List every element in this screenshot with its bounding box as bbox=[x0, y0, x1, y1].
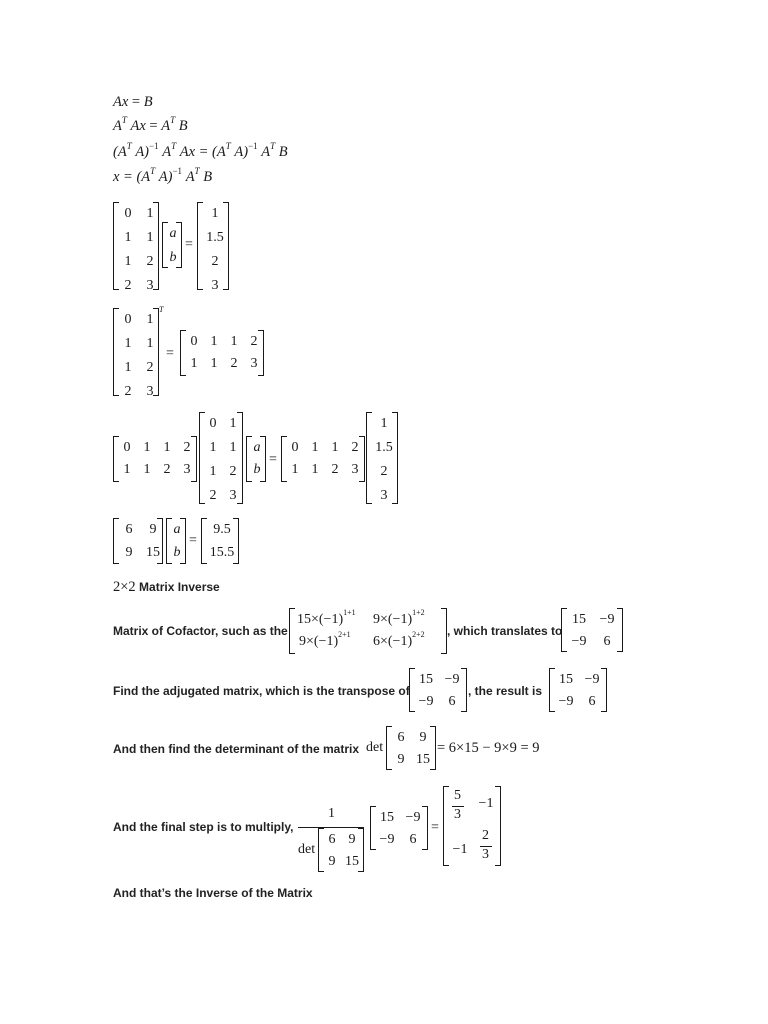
vector-ab bbox=[246, 436, 266, 482]
vector-ATB bbox=[201, 518, 239, 564]
matrix-cell: 9 bbox=[348, 832, 356, 847]
matrix-cell: −9 bbox=[584, 672, 600, 687]
matrix-cell: 3 bbox=[250, 356, 258, 371]
matrix-cell: −9 bbox=[558, 694, 574, 709]
adjugate-matrix bbox=[370, 806, 428, 850]
eq-term: A bbox=[161, 118, 171, 134]
inverse-fraction bbox=[296, 802, 366, 872]
matrix-cell: 2 bbox=[124, 278, 132, 293]
matrix-cell: 1 bbox=[163, 440, 171, 455]
matrix-cell: 3 bbox=[146, 384, 154, 399]
matrix-cell: 9 bbox=[328, 854, 336, 869]
matrix-cell: 15 bbox=[146, 545, 160, 560]
eq-sup: −1 bbox=[172, 166, 183, 176]
matrix-cell: a bbox=[253, 440, 261, 455]
eq-term: B bbox=[178, 118, 188, 134]
matrix-cell: 2 bbox=[230, 356, 238, 371]
matrix-cell: 2 bbox=[183, 440, 191, 455]
cofactor-exp: 1+1 bbox=[343, 608, 356, 617]
eq-sup: T bbox=[270, 141, 276, 151]
matrix-cell: 1 bbox=[211, 206, 219, 221]
matrix-cell: 3 bbox=[351, 462, 359, 477]
vector-ab bbox=[162, 222, 182, 268]
eq-sup: T bbox=[121, 115, 127, 125]
matrix-cell: −9 bbox=[405, 810, 421, 825]
cofactor-exp: 2+2 bbox=[412, 630, 425, 639]
transpose-sup: T bbox=[159, 305, 164, 314]
cofactor-cell bbox=[373, 608, 425, 628]
eq-op: = bbox=[145, 118, 162, 134]
eq-term: A bbox=[113, 118, 122, 134]
matrix-cell: −9 bbox=[418, 694, 434, 709]
matrix-cell: 1 bbox=[209, 440, 217, 455]
matrix-cell: 2 bbox=[351, 440, 359, 455]
matrix-cell: 3 bbox=[211, 278, 219, 293]
translates-text: , which translates to bbox=[447, 624, 563, 638]
equation-line-2 bbox=[113, 117, 188, 135]
eq-sup: −1 bbox=[149, 141, 159, 151]
matrix-cell: 9 bbox=[397, 752, 405, 767]
matrix-cell: 1.5 bbox=[375, 440, 393, 455]
matrix-cell: 2 bbox=[146, 254, 154, 269]
matrix-cell: 6 bbox=[603, 634, 611, 649]
eq-term: B bbox=[203, 169, 213, 185]
matrix-cell: 6 bbox=[397, 730, 405, 745]
matrix-cell: 15 bbox=[345, 854, 359, 869]
eq-term: (A bbox=[113, 144, 127, 160]
matrix-AT bbox=[113, 436, 197, 482]
adjugate-text: Find the adjugated matrix, which is the transpose of bbox=[113, 684, 410, 698]
matrix-cell: 0 bbox=[124, 312, 132, 327]
matrix-cell: b bbox=[173, 545, 181, 560]
matrix-cell: 2 bbox=[209, 488, 217, 503]
matrix-cell: 15 bbox=[419, 672, 433, 687]
vector-ab bbox=[166, 518, 186, 564]
fraction-numerator: 2 bbox=[482, 828, 489, 843]
eq-sup: T bbox=[170, 115, 176, 125]
matrix-cell: 1 bbox=[311, 440, 319, 455]
equation-line-4 bbox=[113, 168, 212, 186]
eq-sup: T bbox=[126, 141, 132, 151]
final-step-text: And the final step is to multiply, bbox=[113, 820, 294, 834]
matrix-cell: 1 bbox=[209, 464, 217, 479]
cofactor-term: 9×(−1) bbox=[373, 612, 413, 627]
eq-sup: T bbox=[171, 141, 177, 151]
matrix-cell: a bbox=[169, 226, 177, 241]
fraction-numerator: 5 bbox=[454, 788, 461, 803]
determinant-matrix bbox=[386, 726, 436, 770]
eq-term: A bbox=[162, 144, 172, 160]
heading-label: Matrix Inverse bbox=[135, 580, 220, 594]
matrix-cell: 9 bbox=[125, 545, 133, 560]
inverse-result-matrix bbox=[443, 786, 501, 866]
matrix-AT bbox=[281, 436, 365, 482]
determinant-result: = 6×15 − 9×9 = 9 bbox=[437, 740, 540, 756]
matrix-cell: 9.5 bbox=[213, 522, 231, 537]
matrix-cell: 2 bbox=[250, 334, 258, 349]
matrix-cell: 1 bbox=[146, 336, 154, 351]
matrix-cell: 2 bbox=[146, 360, 154, 375]
matrix-A bbox=[113, 202, 159, 293]
matrix-cell: 6 bbox=[125, 522, 133, 537]
matrix-cell: −9 bbox=[571, 634, 587, 649]
fraction-numerator: 1 bbox=[328, 806, 335, 821]
matrix-cell: 6 bbox=[328, 832, 336, 847]
matrix-cell: 1 bbox=[123, 462, 131, 477]
matrix-cell: 2 bbox=[229, 464, 237, 479]
cofactor-matrix bbox=[289, 608, 447, 654]
eq-sup: −1 bbox=[248, 141, 258, 151]
section-heading bbox=[113, 578, 220, 596]
matrix-cell: 1.5 bbox=[206, 230, 224, 245]
matrix-cell: 3 bbox=[183, 462, 191, 477]
matrix-cell: a bbox=[173, 522, 181, 537]
matrix-cell: 3 bbox=[146, 278, 154, 293]
determinant-matrix bbox=[318, 828, 364, 872]
matrix-cell: 3 bbox=[380, 488, 388, 503]
matrix-cell: 2 bbox=[331, 462, 339, 477]
det-operator: det bbox=[298, 842, 316, 857]
matrix-cell: b bbox=[169, 250, 177, 265]
eq-term: A bbox=[185, 169, 195, 185]
matrix-cell: b bbox=[253, 462, 261, 477]
result-text: , the result is bbox=[468, 684, 543, 698]
closing-text: And that’s the Inverse of the Matrix bbox=[113, 886, 313, 900]
matrix-cell: 0 bbox=[124, 206, 132, 221]
matrix-cell: 15 bbox=[559, 672, 573, 687]
eq-term: Ax = (A bbox=[179, 144, 226, 160]
cofactor-term: 6×(−1) bbox=[373, 634, 413, 649]
matrix-cell: 1 bbox=[124, 230, 132, 245]
eq-sup: T bbox=[150, 166, 156, 176]
matrix-cell: 0 bbox=[190, 334, 198, 349]
matrix-cell: 1 bbox=[124, 336, 132, 351]
cofactor-exp: 2+1 bbox=[338, 630, 351, 639]
eq-op: = bbox=[128, 94, 144, 110]
eq-term: A) bbox=[135, 144, 150, 160]
matrix-cell: 1 bbox=[143, 462, 151, 477]
eq-term: B bbox=[278, 144, 288, 160]
matrix-cell: 9 bbox=[419, 730, 427, 745]
matrix-cell: 0 bbox=[209, 416, 217, 431]
cofactor-term: 9×(−1) bbox=[299, 634, 339, 649]
matrix-cell: 1 bbox=[380, 416, 388, 431]
fraction-denominator: 3 bbox=[454, 807, 461, 822]
equals-sign: = bbox=[166, 346, 174, 361]
cofactor-term: 15×(−1) bbox=[297, 612, 344, 627]
adjugate-result-matrix bbox=[549, 668, 607, 712]
matrix-cell: 9 bbox=[149, 522, 157, 537]
eq-sup: T bbox=[194, 166, 200, 176]
matrix-cell: 1 bbox=[210, 334, 218, 349]
heading-expr: 2×2 bbox=[113, 579, 136, 595]
cofactor-cell bbox=[373, 630, 425, 650]
equals-sign: = bbox=[269, 452, 277, 467]
matrix-cell: 2 bbox=[124, 384, 132, 399]
equals-sign: = bbox=[431, 820, 439, 835]
matrix-cell: 1 bbox=[124, 360, 132, 375]
cofactor-cell bbox=[297, 608, 356, 628]
matrix-cell: 1 bbox=[229, 440, 237, 455]
equation-line-1 bbox=[113, 93, 153, 111]
matrix-cell: 2 bbox=[211, 254, 219, 269]
cofactor-result-matrix bbox=[561, 608, 623, 652]
bracket-left bbox=[289, 608, 295, 654]
matrix-cell: 1 bbox=[143, 440, 151, 455]
matrix-cell: 6 bbox=[448, 694, 456, 709]
equation-line-3 bbox=[113, 143, 288, 161]
vector-B bbox=[197, 202, 229, 293]
matrix-ATA bbox=[113, 518, 163, 564]
matrix-cell: −9 bbox=[444, 672, 460, 687]
matrix-cell: 1 bbox=[124, 254, 132, 269]
matrix-cell: 1 bbox=[230, 334, 238, 349]
matrix-cell: −9 bbox=[379, 832, 395, 847]
equals-sign: = bbox=[189, 533, 197, 548]
eq-term: x = (A bbox=[113, 169, 151, 185]
matrix-cell: 1 bbox=[146, 312, 154, 327]
cofactor-exp: 1+2 bbox=[412, 608, 425, 617]
matrix-cell: 1 bbox=[146, 230, 154, 245]
matrix-A bbox=[113, 308, 159, 399]
det-operator: det bbox=[366, 740, 384, 755]
matrix-cell: 15 bbox=[380, 810, 394, 825]
matrix-cell: 1 bbox=[291, 462, 299, 477]
matrix-cell: 15 bbox=[572, 612, 586, 627]
fraction-denominator: 3 bbox=[482, 847, 489, 862]
matrix-cell: 15.5 bbox=[209, 545, 235, 560]
matrix-cell: 1 bbox=[190, 356, 198, 371]
eq-term: Ax bbox=[130, 118, 146, 134]
eq-term: Ax bbox=[113, 94, 129, 110]
matrix-cell: 15 bbox=[416, 752, 430, 767]
matrix-cell: 6 bbox=[588, 694, 596, 709]
matrix-cell: 2 bbox=[380, 464, 388, 479]
matrix-cell: −1 bbox=[478, 796, 494, 811]
matrix-cell: 1 bbox=[146, 206, 154, 221]
matrix-cell: 2 bbox=[163, 462, 171, 477]
matrix-A bbox=[199, 412, 243, 504]
matrix-cell: 1 bbox=[229, 416, 237, 431]
vector-B bbox=[366, 412, 398, 504]
determinant-text: And then find the determinant of the matrix bbox=[113, 742, 360, 756]
matrix-cell: 1 bbox=[210, 356, 218, 371]
eq-sup: T bbox=[225, 141, 231, 151]
matrix-cell: 6 bbox=[409, 832, 417, 847]
eq-term: A bbox=[261, 144, 271, 160]
matrix-cell: 1 bbox=[311, 462, 319, 477]
matrix-cell: 1 bbox=[331, 440, 339, 455]
fraction-5-3 bbox=[451, 788, 465, 824]
matrix-cell: 0 bbox=[123, 440, 131, 455]
matrix-cell: −1 bbox=[452, 842, 468, 857]
equals-sign: = bbox=[185, 237, 193, 252]
eq-term: A) bbox=[158, 169, 173, 185]
matrix-cell: −9 bbox=[599, 612, 615, 627]
cofactor-cell bbox=[299, 630, 351, 650]
matrix-cell: 0 bbox=[291, 440, 299, 455]
matrix-AT bbox=[180, 330, 264, 376]
eq-term: B bbox=[143, 94, 153, 110]
eq-term: A) bbox=[234, 144, 249, 160]
cofactor-text: Matrix of Cofactor, such as the bbox=[113, 624, 288, 638]
fraction-2-3 bbox=[479, 828, 493, 864]
adjugate-input-matrix bbox=[409, 668, 467, 712]
matrix-cell: 3 bbox=[229, 488, 237, 503]
